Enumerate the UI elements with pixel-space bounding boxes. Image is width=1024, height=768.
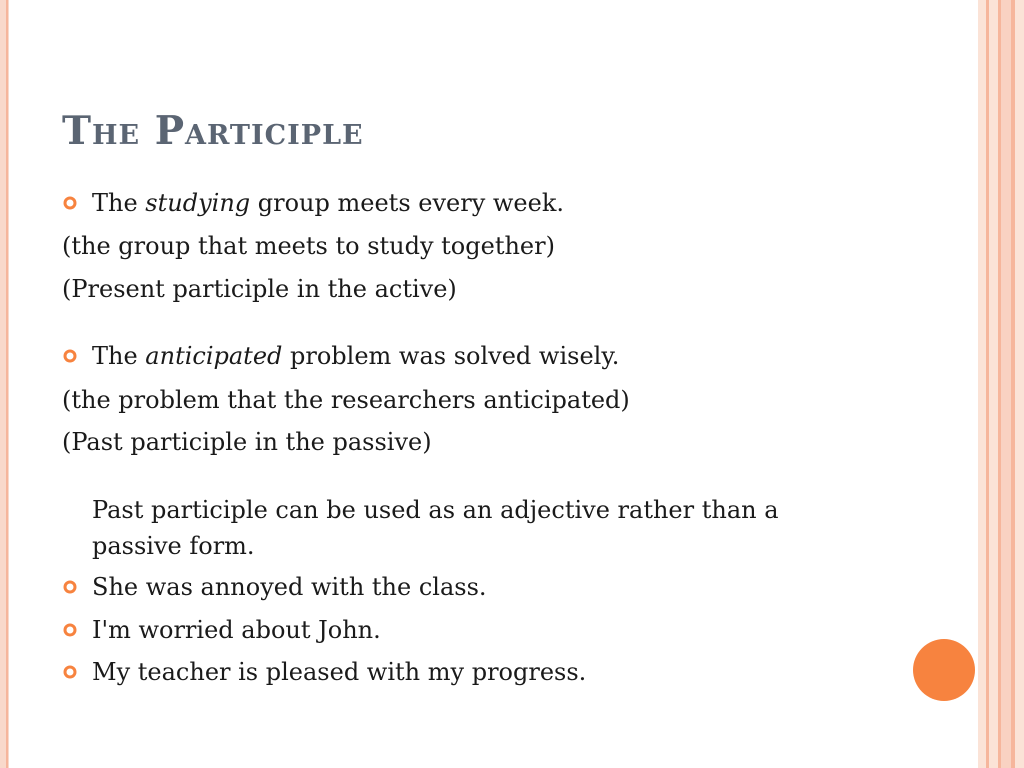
bullet-line-1: The studying group meets every week. [92, 189, 565, 217]
explanation-line-4: (Past participle in the passive) [62, 428, 432, 456]
bullet-icon [63, 196, 77, 210]
bullet-icon [63, 349, 77, 363]
note-paragraph-line-1: Past participle can be used as an adjective rather than a [92, 496, 779, 524]
bullet-line-3: She was annoyed with the class. [92, 573, 487, 601]
bullet-line-2: The anticipated problem was solved wisely. [92, 342, 620, 370]
bullet-icon [63, 665, 77, 679]
explanation-line-3: (the problem that the researchers anticipated) [62, 386, 630, 414]
note-paragraph-line-2: passive form. [92, 532, 255, 560]
decorative-circle [913, 639, 975, 701]
bullet-icon [63, 580, 77, 594]
bullet-icon [63, 623, 77, 637]
slide-title: The Participle [62, 108, 364, 154]
explanation-line-1: (the group that meets to study together) [62, 232, 555, 260]
right-border-decoration [978, 0, 1024, 768]
left-border-decoration [0, 0, 9, 768]
bullet-line-4: I'm worried about John. [92, 616, 381, 644]
explanation-line-2: (Present participle in the active) [62, 275, 457, 303]
bullet-line-5: My teacher is pleased with my progress. [92, 658, 587, 686]
